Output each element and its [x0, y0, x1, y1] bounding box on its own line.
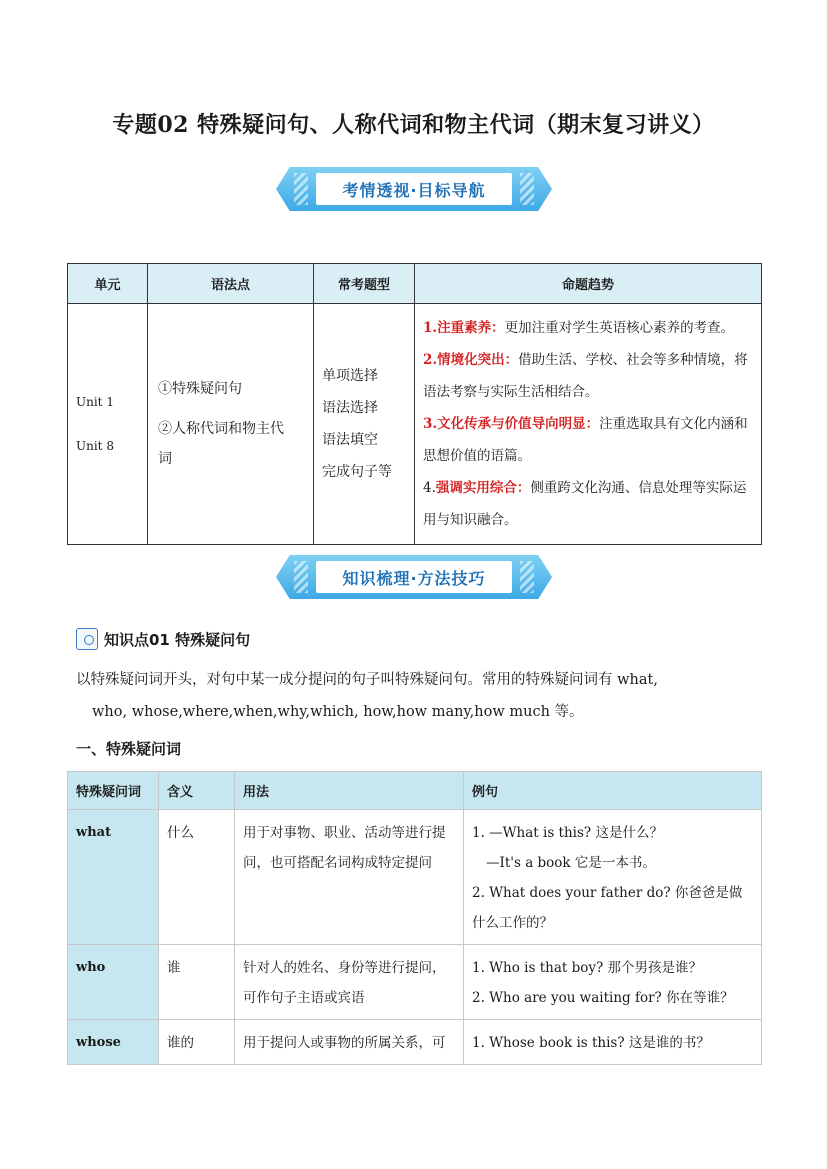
grammar-item: ①特殊疑问句	[158, 381, 242, 397]
header-trend: 命题趋势	[415, 264, 762, 304]
banner-label: 考情透视·目标导航	[316, 173, 512, 205]
word-cell: who	[68, 945, 159, 1020]
question-words-table	[67, 771, 762, 1065]
table-row	[68, 945, 762, 1020]
header-usage: 用法	[235, 772, 464, 810]
example-line: 1. Whose book is this? 这是谁的书？	[472, 1035, 710, 1051]
type-item: 完成句子等	[322, 464, 392, 480]
banner-label: 知识梳理·方法技巧	[316, 561, 512, 593]
page-title: 专题02 特殊疑问句、人称代词和物主代词（期末复习讲义）	[112, 112, 715, 138]
type-item: 语法填空	[322, 432, 378, 448]
example-line: —It's a book 它是一本书。	[486, 855, 656, 871]
example-line: 2. What does your father do? 你爸爸是做什么工作的？	[472, 885, 743, 931]
example-cell	[464, 945, 762, 1020]
unit-label: Unit 8	[76, 439, 114, 453]
trend-item: 1.注重素养：更加注重对学生英语核心素养的考查。	[423, 320, 735, 336]
header-example: 例句	[464, 772, 762, 810]
table-row	[68, 810, 762, 945]
header-grammar: 语法点	[148, 264, 314, 304]
section-banner-knowledge	[276, 555, 552, 599]
type-item: 语法选择	[322, 400, 378, 416]
meaning-cell: 什么	[159, 810, 235, 945]
grammar-item: ②人称代词和物主代	[158, 421, 284, 437]
table-row	[68, 1020, 762, 1065]
knowledge-point-heading: 知识点01 特殊疑问句	[76, 626, 250, 652]
meaning-cell: 谁	[159, 945, 235, 1020]
header-meaning: 含义	[159, 772, 235, 810]
type-item: 单项选择	[322, 368, 378, 384]
section-heading: 一、特殊疑问词	[76, 740, 182, 758]
trend-item: 4.强调实用综合：侧重跨文化沟通、信息处理等实际运用与知识融合。	[423, 480, 747, 528]
intro-paragraph-line: who, whose,where,when,why,which, how,how many,how much 等。	[92, 704, 584, 720]
meaning-cell: 谁的	[159, 1020, 235, 1065]
word-cell: what	[68, 810, 159, 945]
example-cell	[464, 1020, 762, 1065]
section-banner-overview	[276, 167, 552, 211]
intro-paragraph-line: 以特殊疑问词开头，对句中某一成分提问的句子叫特殊疑问句。常用的特殊疑问词有 what,	[76, 672, 658, 688]
usage-cell: 用于提问人或事物的所属关系，可	[235, 1020, 464, 1065]
grammar-cell	[148, 304, 314, 545]
header-unit: 单元	[68, 264, 148, 304]
trend-item: 2.情境化突出：借助生活、学校、社会等多种情境，将语法考察与实际生活相结合。	[423, 352, 748, 400]
usage-cell: 用于对事物、职业、活动等进行提问，也可搭配名词构成特定提问	[235, 810, 464, 945]
search-document-icon	[76, 628, 98, 650]
header-word: 特殊疑问词	[68, 772, 159, 810]
grammar-item: 词	[158, 451, 172, 467]
trend-cell	[415, 304, 762, 545]
word-cell: whose	[68, 1020, 159, 1065]
example-line: 1. Who is that boy? 那个男孩是谁？	[472, 960, 703, 976]
example-line: 2. Who are you waiting for? 你在等谁？	[472, 990, 734, 1006]
usage-cell: 针对人的姓名、身份等进行提问，可作句子主语或宾语	[235, 945, 464, 1020]
units-cell	[68, 304, 148, 545]
unit-label: Unit 1	[76, 395, 114, 409]
example-line: 1. —What is this? 这是什么？	[472, 825, 663, 841]
types-cell	[314, 304, 415, 545]
overview-table	[67, 263, 762, 545]
example-cell	[464, 810, 762, 945]
trend-item: 3.文化传承与价值导向明显：注重选取具有文化内涵和思想价值的语篇。	[423, 416, 748, 464]
header-types: 常考题型	[314, 264, 415, 304]
